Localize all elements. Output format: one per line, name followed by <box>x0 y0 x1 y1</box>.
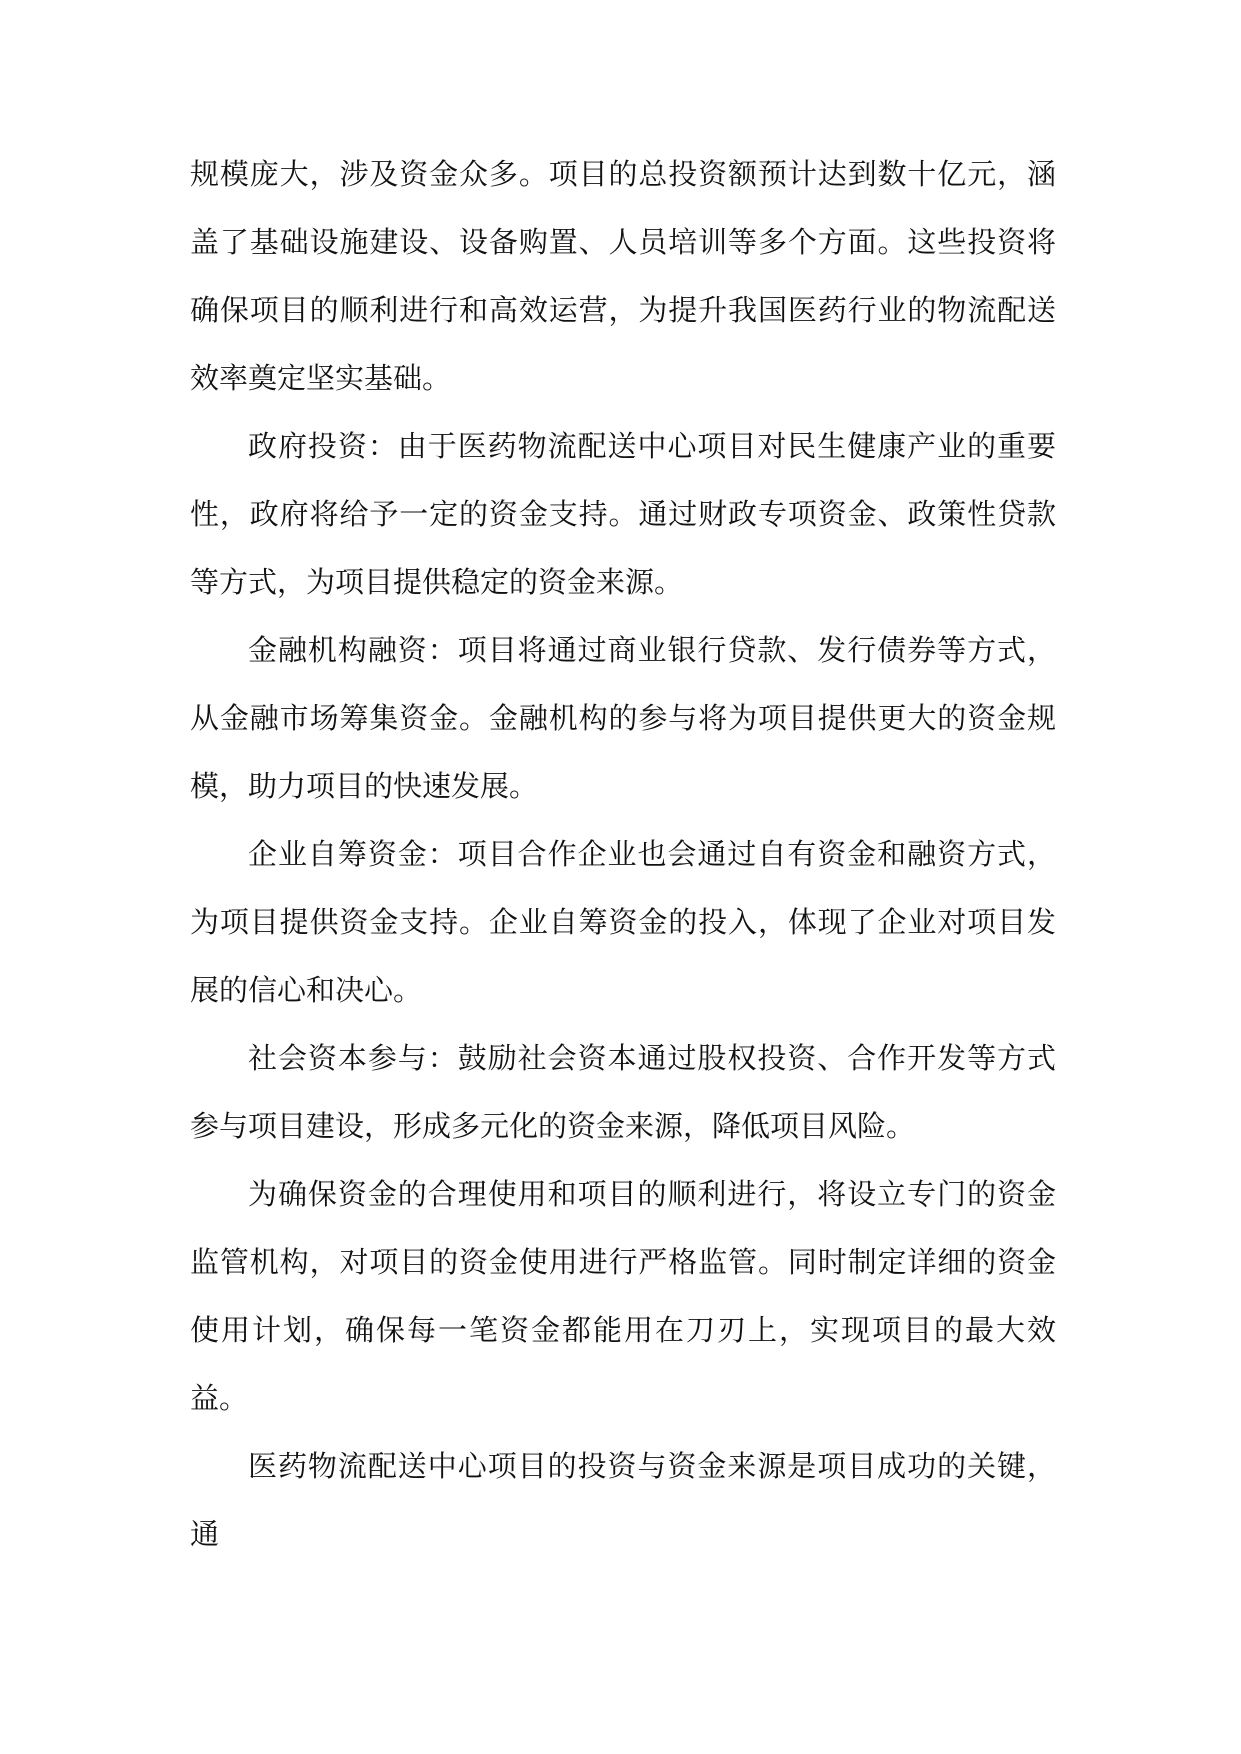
paragraph-social-capital-participation: 社会资本参与：鼓励社会资本通过股权投资、合作开发等方式参与项目建设，形成多元化的资金来源，降低项目风险。 <box>190 1041 1056 1143</box>
paragraph-fund-supervision: 为确保资金的合理使用和项目的顺利进行，将设立专门的资金监管机构，对项目的资金使用进行严格监管。同时制定详细的资金使用计划，确保每一笔资金都能用在刀刃上，实现项目的最大效益。 <box>190 1177 1056 1415</box>
paragraph-financial-institution-financing: 金融机构融资：项目将通过商业银行贷款、发行债券等方式，从金融市场筹集资金。金融机构的参与将为项目提供更大的资金规模，助力项目的快速发展。 <box>190 633 1056 803</box>
paragraph-continued-scale: 规模庞大，涉及资金众多。项目的总投资额预计达到数十亿元，涵盖了基础设施建设、设备购置、人员培训等多个方面。这些投资将确保项目的顺利进行和高效运营，为提升我国医药行业的物流配送效率奠定坚实基础。 <box>190 157 1056 395</box>
document-page <box>190 140 1056 1568</box>
paragraph-enterprise-self-raised-funds: 企业自筹资金：项目合作企业也会通过自有资金和融资方式，为项目提供资金支持。企业自筹资金的投入，体现了企业对项目发展的信心和决心。 <box>190 837 1056 1007</box>
paragraph-government-investment: 政府投资：由于医药物流配送中心项目对民生健康产业的重要性，政府将给予一定的资金支持。通过财政专项资金、政策性贷款等方式，为项目提供稳定的资金来源。 <box>190 429 1056 599</box>
paragraph-conclusion-start: 医药物流配送中心项目的投资与资金来源是项目成功的关键，通 <box>190 1449 1056 1551</box>
